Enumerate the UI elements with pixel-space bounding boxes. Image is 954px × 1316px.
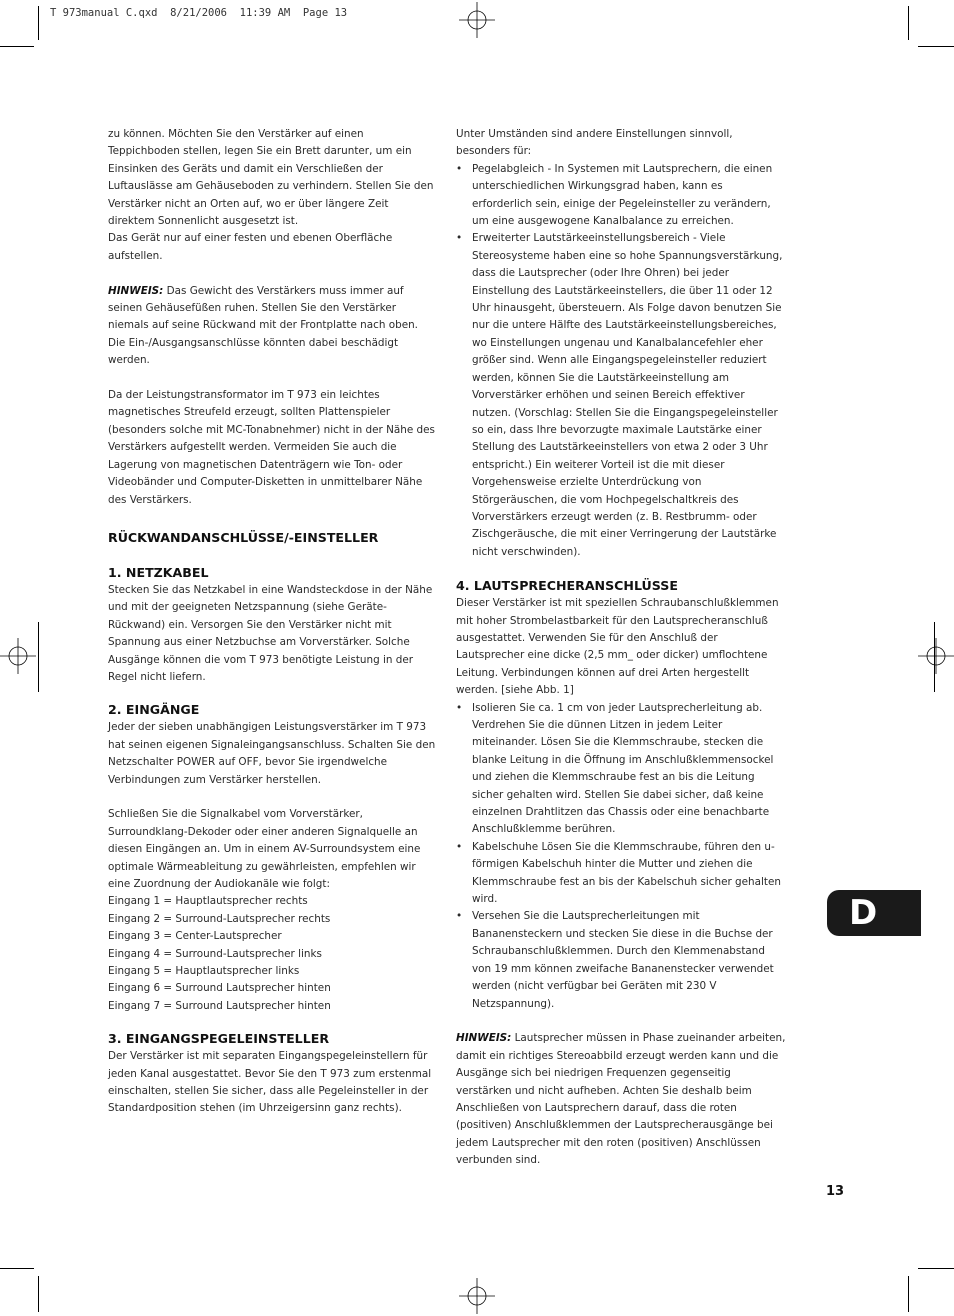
bullet-list	[456, 700, 786, 1013]
list-item: • Isolieren Sie ca. 1 cm von jeder Lautsprecherleitung ab. Verdrehen Sie die dünnen Litzen in jedem Leiter miteinander. Lösen Sie die Klemmschraube, stecken die blanke Leitung in die Öffnung im Anschlußklemmensockel und ziehen die Klemmschraube fest an bis die Leitung sicher gehalten wird. Stellen Sie dabei sicher, daß keine einzelnen Drahtlitzen das Chassis oder eine benachbarte Anschlußklemme berühren.	[456, 700, 786, 839]
note-paragraph	[108, 283, 438, 370]
heading-pegel: 3. EINGANGSPEGELEINSTELLER	[108, 1031, 330, 1047]
language-tab	[827, 890, 921, 936]
paragraph: zu können. Möchten Sie den Verstärker auf einen Teppichboden stellen, legen Sie ein Brett darunter, um ein Einsinken des Geräts und damit ein Verschließen der Luftauslässe am Gehäuseboden zu verhindern. Stellen Sie den Verstärker nicht an Orten auf, wo er über längere Zeit direktem Sonnenlicht ausgesetzt ist.	[108, 128, 434, 228]
input-line: Eingang 7 = Surround Lautsprecher hinten	[108, 999, 331, 1012]
registration-mark-left	[0, 638, 36, 674]
input-line: Eingang 1 = Hauptlautsprecher rechts	[108, 895, 308, 908]
left-column	[108, 126, 438, 1118]
note-label: HINWEIS:	[456, 1032, 512, 1045]
input-line: Eingang 5 = Hauptlautsprecher links	[108, 965, 300, 978]
registration-mark-bottom	[459, 1278, 495, 1314]
registration-mark-top	[459, 2, 495, 38]
list-item: • Erweiterter Lautstärkeeinstellungsbereich - Viele Stereosysteme haben eine so hohe Spannungsverstärkung, dass die Lautsprecher (oder Ihre Ohren) bei jeder Einstellung des Lautstärkeeinstellers, die über 11 oder 12 Uhr hinausgeht, übersteuern. Als Folge davon benutzen Sie nur die untere Hälfte des Lautstärkeeinstellungsbereiches, wo Einstellungen ungenau und Kanalbalancefehler eher größer sind. Wenn alle Eingangspegeleinsteller reduziert werden, können Sie die Lautstärkeeinstellung am Vorverstärker erhöhen und seinen Bereich effektiver nutzen. (Vorschlag: Stellen Sie die Eingangspegeleinsteller so ein, dass Ihre bevorzugte maximale Lautstärke einer Stellung des Lautstärkeeinstellers von etwa 2 oder 3 Uhr entspricht.) Ein weiterer Vorteil ist die mit dieser Vorgehensweise erzielte Unterdrückung von Störgeräuschen, die vom Hochpegelschaltkreis des Vorverstärkers erzeugt werden (z. B. Restbrumm- oder Zischgeräusche, die mit einer Verringerung der Lautstärke nicht verschwinden).	[456, 230, 786, 561]
input-line: Eingang 2 = Surround-Lautsprecher rechts	[108, 912, 331, 925]
registration-mark-right	[918, 638, 954, 674]
paragraph: Schließen Sie die Signalkabel vom Vorverstärker, Surroundklang-Dekoder oder einer anderen Signalquelle an diesen Eingängen an. Um in einem AV-Surroundsystem eine optimale Wärmeableitung zu gewährleisten, empfehlen wir eine Zuordnung der Audiokanäle wie folgt:	[108, 808, 421, 890]
heading-lautsprecher: 4. LAUTSPRECHERANSCHLÜSSE	[456, 578, 678, 594]
page-number: 13	[826, 1184, 845, 1199]
paragraph: Stecken Sie das Netzkabel in eine Wandsteckdose in der Nähe und mit der geeigneten Netzspannung (siehe Geräte-Rückwand) ein. Versorgen Sie den Verstärker nicht mit Spannung aus einer Netzbuchse am Vorverstärker. Solche Ausgänge können die vom T 973 benötigte Leistung in der Regel nicht liefern.	[108, 583, 433, 683]
note-text: Das Gewicht des Verstärkers muss immer auf seinen Gehäusefüßen ruhen. Stellen Sie den Verstärker niemals auf seine Rückwand mit der Frontplatte nach oben. Die Ein-/Ausgangsanschlüsse könnten dabei beschädigt werden.	[108, 284, 418, 367]
input-line: Eingang 6 = Surround Lautsprecher hinten	[108, 982, 331, 995]
paragraph: Das Gerät nur auf einer festen und ebenen Oberfläche aufstellen.	[108, 232, 393, 262]
paragraph: Unter Umständen sind andere Einstellungen sinnvoll, besonders für:	[456, 128, 733, 158]
note-label: HINWEIS:	[108, 284, 164, 297]
right-column	[456, 126, 786, 1170]
input-line: Eingang 3 = Center-Lautsprecher	[108, 930, 282, 943]
side-rule-right	[934, 622, 935, 692]
input-line: Eingang 4 = Surround-Lautsprecher links	[108, 947, 322, 960]
side-rule-left	[38, 622, 39, 692]
note-text: Lautsprecher müssen in Phase zueinander arbeiten, damit ein richtiges Stereoabbild erzeugt werden kann und die Ausgänge sich bei niedrigen Frequenzen gegenseitig verstärken und nicht aufheben. Achten Sie deshalb beim Anschließen von Lautsprechern darauf, dass die roten (positiven) Anschlußklemmen der Lautsprecherausgänge bei jedem Lautsprecher mit den roten (positiven) Anschlüssen verbunden sind.	[456, 1032, 786, 1167]
list-item: • Versehen Sie die Lautsprecherleitungen mit Bananensteckern und stecken Sie diese in die Buchse der Schraubanschlußklemmen. Durch den Klemmenabstand von 19 mm können zweifache Bananenstecker verwendet werden (nicht verfügbar bei Geräten mit 230 V Netzspannung).	[456, 908, 786, 1012]
list-item: • Pegelabgleich - In Systemen mit Lautsprechern, die einen unterschiedlichen Wirkungsgrad haben, kann es erforderlich sein, einige der Pegeleinsteller zu verändern, um eine ausgewogene Kanalbalance zu erreichen.	[456, 161, 786, 231]
bullet-list	[456, 161, 786, 561]
paragraph: Jeder der sieben unabhängigen Leistungsverstärker im T 973 hat seinen eigenen Signaleingangsanschluss. Schalten Sie den Netzschalter POWER auf OFF, bevor Sie irgendwelche Verbindungen zum Verstärker herstellen.	[108, 721, 436, 786]
section-heading: RÜCKWANDANSCHLÜSSE/-EINSTELLER	[108, 529, 379, 545]
print-slug: T 973manual C.qxd 8/21/2006 11:39 AM Page 13	[50, 7, 348, 19]
note-paragraph	[456, 1030, 786, 1169]
language-tab-label: D	[849, 893, 878, 933]
paragraph: Dieser Verstärker ist mit speziellen Schraubanschlußklemmen mit hoher Strombelastbarkeit für den Lautsprecheranschluß ausgestattet. Verwenden Sie für den Anschluß der Lautsprecher eine dicke (2,5 mm_ oder dicker) umflochtene Leitung. Verbindungen können auf drei Arten hergestellt werden. [siehe Abb. 1]	[456, 597, 779, 697]
heading-eingaenge: 2. EINGÄNGE	[108, 702, 200, 718]
paragraph: Da der Leistungstransformator im T 973 ein leichtes magnetisches Streufeld erzeugt, sollten Plattenspieler (besonders solche mit MC-Tonabnehmer) nicht in der Nähe des Verstärkers aufgestellt werden. Vermeiden Sie auch die Lagerung von magnetischen Datenträgern wie Ton- oder Videobänder und Computer-Disketten in unmittelbarer Nähe des Verstärkers.	[108, 389, 435, 506]
heading-netzkabel: 1. NETZKABEL	[108, 564, 209, 580]
list-item: • Kabelschuhe Lösen Sie die Klemmschraube, führen den u-förmigen Kabelschuh hinter die Mutter und ziehen die Klemmschraube fest an bis der Kabelschuh sicher gehalten wird.	[456, 839, 786, 909]
paragraph: Der Verstärker ist mit separaten Eingangspegeleinstellern für jeden Kanal ausgestattet. Bevor Sie den T 973 zum erstenmal einschalten, stellen Sie sicher, dass alle Pegeleinsteller in der Standardposition stehen (im Uhrzeigersinn ganz rechts).	[108, 1050, 432, 1115]
